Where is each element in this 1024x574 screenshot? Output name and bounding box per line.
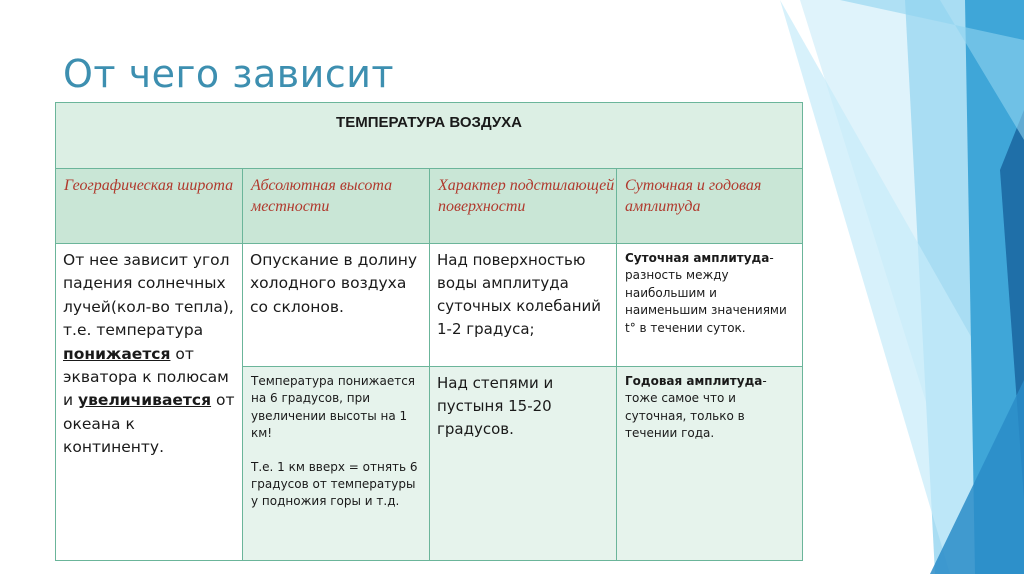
surface-row1-text: Над поверхностью воды амплитуда суточных колебаний 1-2 градуса;: [437, 251, 601, 338]
cell-altitude-row1: [243, 244, 430, 367]
column-header-amplitude-text: Суточная и годовая амплитуда: [625, 177, 762, 215]
column-header-altitude-text: Абсолютная высота местности: [251, 177, 393, 215]
annual-amplitude-definition: -тоже самое что и суточная, только в течении года.: [625, 374, 767, 441]
cell-latitude: [56, 244, 243, 561]
daily-amplitude-term: Суточная амплитуда: [625, 251, 770, 265]
latitude-emphasis-decreases: понижается: [63, 344, 171, 363]
cell-altitude-row2: [243, 367, 430, 561]
amplitude-row1-text: [617, 244, 802, 337]
column-header-amplitude: [617, 169, 803, 244]
annual-amplitude-term: Годовая амплитуда: [625, 374, 763, 388]
altitude-row2-para2: Т.е. 1 км вверх = отнять 6 градусов от температуры у подножия горы и т.д.: [251, 459, 418, 509]
cell-amplitude-row1: [617, 244, 803, 367]
column-header-altitude: [243, 169, 430, 244]
paragraph-gap: [251, 443, 423, 459]
column-header-surface: [430, 169, 617, 244]
latitude-text: [56, 244, 242, 460]
table-header-text: ТЕМПЕРАТУРА ВОЗДУХА: [336, 114, 522, 131]
cell-surface-row2: [430, 367, 617, 561]
column-header-latitude: [56, 169, 243, 244]
amplitude-row2-text: [617, 367, 802, 443]
altitude-row2-para1: Температура понижается на 6 градусов, при увеличении высоты на 1 км!: [251, 374, 416, 441]
latitude-text-part3: от океана к континенту.: [63, 391, 235, 457]
cell-amplitude-row2: [617, 367, 803, 561]
column-header-latitude-text: Географическая широта: [64, 177, 234, 194]
surface-row2-text: Над степями и пустыня 15-20 градусов.: [437, 374, 554, 438]
altitude-row2-text: [243, 367, 429, 511]
temperature-table: [55, 102, 803, 561]
altitude-row1-text: Опускание в долину холодного воздуха со склонов.: [250, 251, 418, 316]
daily-amplitude-definition: -разность между наибольшим и наименьшим значениями t° в течении суток.: [625, 251, 787, 335]
slide-title: От чего зависит: [63, 52, 395, 96]
table-header: [56, 103, 803, 169]
cell-surface-row1: [430, 244, 617, 367]
latitude-text-part2: от экватора к полюсам и: [63, 344, 229, 410]
latitude-text-part1: От нее зависит угол падения солнечных лучей(кол-во тепла), т.е. температура: [63, 251, 234, 340]
latitude-emphasis-increases: увеличивается: [78, 391, 212, 410]
column-header-surface-text: Характер подстилающей поверхности: [438, 177, 615, 215]
